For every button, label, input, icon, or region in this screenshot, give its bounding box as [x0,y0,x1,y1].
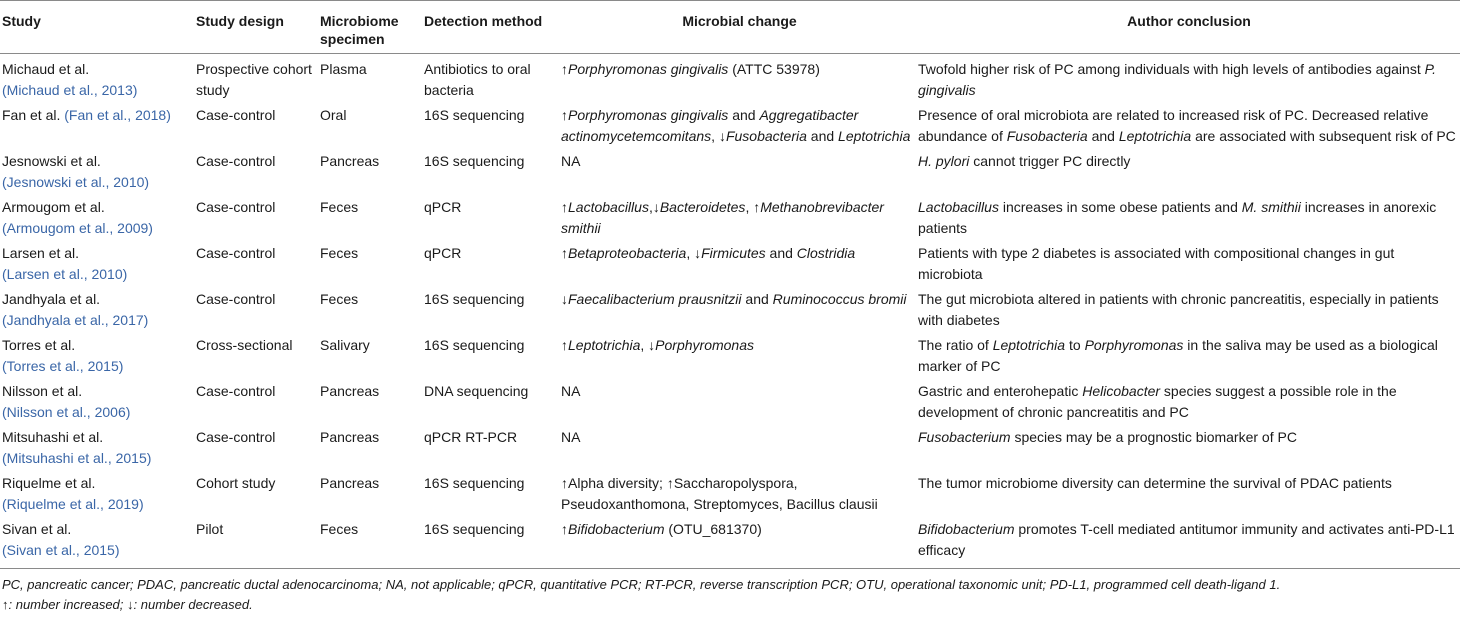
study-reference-link[interactable]: (Jesnowski et al., 2010) [2,173,150,190]
text-segment: , ↑ [745,199,761,215]
study-reference-link[interactable]: (Larsen et al., 2010) [2,265,128,282]
study-reference-link[interactable]: (Michaud et al., 2013) [2,81,138,98]
cell-detection-method: 16S sequencing [424,153,525,169]
cell-microbial-change [561,284,918,330]
text-segment: promotes T-cell mediated antitumor immunity and activates anti-PD-L1 efficacy [918,521,1455,558]
taxon-name: Porphyromonas [1084,337,1184,353]
header-author-conclusion: Author conclusion [1127,13,1251,29]
table-row [0,146,1460,192]
cell-microbial-change [561,146,918,192]
text-segment: (OTU_681370) [664,521,762,537]
table-row [0,100,1460,146]
text-segment: The ratio of [918,337,993,353]
cell-study-design: Prospective cohort study [196,61,312,98]
text-segment: and [1087,127,1119,144]
cell-study [0,422,196,468]
cell-author-conclusion [918,238,1460,284]
taxon-name: Ruminococcus bromii [772,291,907,307]
table-footnotes [0,569,1460,615]
cell-study [0,376,196,422]
taxon-name: Aggregatibacter actinomycetemcomitans [561,107,859,144]
study-author: Sivan et al. [2,521,72,537]
cell-specimen: Plasma [320,61,367,77]
study-author: Larsen et al. [2,245,80,261]
text-segment: , ↓ [640,337,656,353]
cell-study-design: Case-control [196,199,276,215]
cell-specimen: Pancreas [320,429,380,445]
taxon-name: Leptotrichia [838,127,911,144]
cell-author-conclusion [918,376,1460,422]
table-row [0,422,1460,468]
cell-specimen: Pancreas [320,383,380,399]
cell-study [0,54,196,101]
text-segment: ↑ [561,199,568,215]
taxon-name: Lactobacillus [918,199,999,215]
text-segment: ↑ [561,337,568,353]
text-segment: ↑ [561,107,568,123]
text-segment: ↑ [561,245,568,261]
text-segment: Patients with type 2 diabetes is associated with compositional changes in gut microbiota [918,245,1395,282]
text-segment: species suggest a possible role in the development of chronic pancreatitis and PC [918,383,1397,420]
cell-study [0,284,196,330]
text-segment: and [765,245,797,261]
study-author: Jandhyala et al. [2,291,101,307]
cell-study-design: Pilot [196,521,224,537]
cell-author-conclusion [918,330,1460,376]
cell-detection-method: qPCR [424,199,462,215]
taxon-name: Leptotrichia [992,337,1066,353]
taxon-name: Bacteroidetes [659,199,746,215]
table-row [0,514,1460,569]
cell-study-design: Case-control [196,429,276,445]
taxon-name: Leptotrichia [1118,127,1192,144]
cell-detection-method: qPCR [424,245,462,261]
text-segment: Twofold higher risk of PC among individuals with high levels of antibodies against [918,61,1425,77]
cell-study [0,238,196,284]
text-segment: and [806,127,839,144]
cell-detection-method: 16S sequencing [424,475,525,491]
taxon-name: Porphyromonas gingivalis [568,107,729,123]
footnote-arrows: ↑: number increased; ↓: number decreased. [2,597,253,612]
text-segment: ↑ [561,61,568,77]
text-segment: increases in anorexic patients [918,199,1437,236]
taxon-name: Fusobacteria [725,127,807,144]
taxon-name: Clostridia [796,245,856,261]
cell-study-design: Case-control [196,107,276,123]
header-microbiome-specimen: Microbiome specimen [320,13,399,47]
cell-author-conclusion [918,422,1460,468]
text-segment: to [1065,337,1085,353]
text-segment: , ↓ [711,127,726,144]
cell-microbial-change [561,54,918,101]
taxon-name: Lactobacillus [568,199,649,215]
taxon-name: Bifidobacterium [918,521,1015,537]
taxon-name: Firmicutes [701,245,766,261]
cell-study [0,514,196,569]
cell-detection-method: Antibiotics to oral bacteria [424,61,531,98]
cell-specimen: Feces [320,291,359,307]
text-segment: ↑Alpha diversity; ↑Saccharopolyspora, Pseudoxanthomona, Streptomyces, Bacillus clausii [561,475,878,512]
cell-study [0,192,196,238]
table-row [0,192,1460,238]
cell-author-conclusion [918,54,1460,101]
text-segment: (ATTC 53978) [728,61,820,77]
cell-study-design: Cross-sectional [196,337,293,353]
cell-microbial-change [561,238,918,284]
cell-specimen: Pancreas [320,153,380,169]
cell-specimen: Pancreas [320,475,380,491]
cell-specimen: Feces [320,521,359,537]
study-reference-link[interactable]: (Jandhyala et al., 2017) [2,311,149,328]
header-study: Study [2,13,41,29]
table-row [0,54,1460,101]
cell-microbial-change [561,192,918,238]
taxon-name: Porphyromonas gingivalis [568,61,729,77]
study-reference-link[interactable]: (Nilsson et al., 2006) [2,403,131,420]
study-reference-link[interactable]: (Mitsuhashi et al., 2015) [2,449,152,466]
cell-specimen: Feces [320,199,359,215]
cell-study-design: Case-control [196,291,276,307]
text-segment: ↓ [561,291,568,307]
cell-detection-method: 16S sequencing [424,107,525,123]
cell-author-conclusion [918,468,1460,514]
text-segment: NA [561,383,581,399]
text-segment: are associated with subsequent risk of PC [1191,127,1456,144]
cell-author-conclusion [918,100,1460,146]
taxon-name: Betaproteobacteria [568,245,687,261]
cell-study-design: Case-control [196,153,276,169]
text-segment: in the saliva may be used as a biological marker of PC [918,337,1438,374]
cell-detection-method: qPCR RT-PCR [424,429,518,445]
taxon-name: M. smithii [1241,199,1301,215]
taxon-name: Porphyromonas [655,337,754,353]
text-segment: , ↓ [686,245,702,261]
cell-specimen: Oral [320,107,347,123]
header-study-design: Study design [196,13,284,29]
table-row [0,468,1460,514]
text-segment: NA [561,429,581,445]
cell-specimen: Feces [320,245,359,261]
text-segment: ↑ [561,521,568,537]
cell-microbial-change [561,422,918,468]
footnote-abbreviations: PC, pancreatic cancer; PDAC, pancreatic ductal adenocarcinoma; NA, not applicable; qPCR, quantitative PCR; RT-PCR, reverse transcription PCR; OTU, operational taxonomic unit; PD-L1, programmed cell death-ligand 1. [2,577,1281,592]
study-reference-link[interactable]: (Armougom et al., 2009) [2,219,153,236]
cell-author-conclusion [918,192,1460,238]
text-segment: Gastric and enterohepatic [918,383,1083,399]
cell-microbial-change [561,514,918,569]
table-row [0,376,1460,422]
cell-microbial-change [561,100,918,146]
cell-detection-method: 16S sequencing [424,337,525,353]
study-author: Michaud et al. [2,61,90,77]
taxon-name: Fusobacteria [1006,127,1088,144]
cell-author-conclusion [918,284,1460,330]
cell-microbial-change [561,330,918,376]
text-segment: and [741,291,773,307]
text-segment: Presence of oral microbiota are related to increased risk of PC. Decreased relative abundance of [918,107,1429,144]
cell-author-conclusion [918,514,1460,569]
study-reference-link[interactable]: (Sivan et al., 2015) [2,541,120,558]
cell-author-conclusion [918,146,1460,192]
study-author: Fan et al. [2,107,61,123]
text-segment: The gut microbiota altered in patients with chronic pancreatitis, especially in patients with diabetes [918,291,1439,328]
cell-study [0,146,196,192]
text-segment: NA [561,153,581,169]
text-segment: cannot trigger PC directly [969,153,1131,169]
text-segment: The tumor microbiome diversity can determine the survival of PDAC patients [918,475,1392,491]
cell-specimen: Salivary [320,337,370,353]
cell-detection-method: DNA sequencing [424,383,529,399]
taxon-name: Leptotrichia [568,337,641,353]
taxon-name: Faecalibacterium prausnitzii [568,291,742,307]
study-author: Armougom et al. [2,199,105,215]
taxon-name: Methanobrevibacter smithii [561,199,884,236]
study-author: Mitsuhashi et al. [2,429,104,445]
table-body [0,54,1460,569]
cell-study [0,330,196,376]
text-segment: ,↓ [648,199,660,215]
cell-microbial-change [561,376,918,422]
header-row [0,1,1460,54]
taxon-name: Bifidobacterium [568,521,665,537]
study-author: Jesnowski et al. [2,153,101,169]
cell-microbial-change [561,468,918,514]
taxon-name: H. pylori [918,153,970,169]
header-detection-method: Detection method [424,13,543,29]
header-microbial-change: Microbial change [682,13,797,29]
study-reference-link[interactable]: (Fan et al., 2018) [64,107,171,123]
cell-study-design: Case-control [196,245,276,261]
table-row [0,284,1460,330]
cell-study-design: Case-control [196,383,276,399]
study-reference-link[interactable]: (Torres et al., 2015) [2,357,124,374]
taxon-name: P. gingivalis [918,61,1437,98]
cell-detection-method: 16S sequencing [424,291,525,307]
taxon-name: Helicobacter [1082,383,1161,399]
study-author: Torres et al. [2,337,76,353]
study-author: Riquelme et al. [2,475,96,491]
study-author: Nilsson et al. [2,383,83,399]
cell-study-design: Cohort study [196,475,276,491]
taxon-name: Fusobacterium [918,429,1011,445]
cell-study [0,100,196,146]
table-row [0,238,1460,284]
text-segment: increases in some obese patients and [998,199,1242,215]
text-segment: and [728,107,760,123]
study-reference-link[interactable]: (Riquelme et al., 2019) [2,495,144,512]
text-segment: species may be a prognostic biomarker of PC [1010,429,1297,445]
table-row [0,330,1460,376]
cell-detection-method: 16S sequencing [424,521,525,537]
cell-study [0,468,196,514]
